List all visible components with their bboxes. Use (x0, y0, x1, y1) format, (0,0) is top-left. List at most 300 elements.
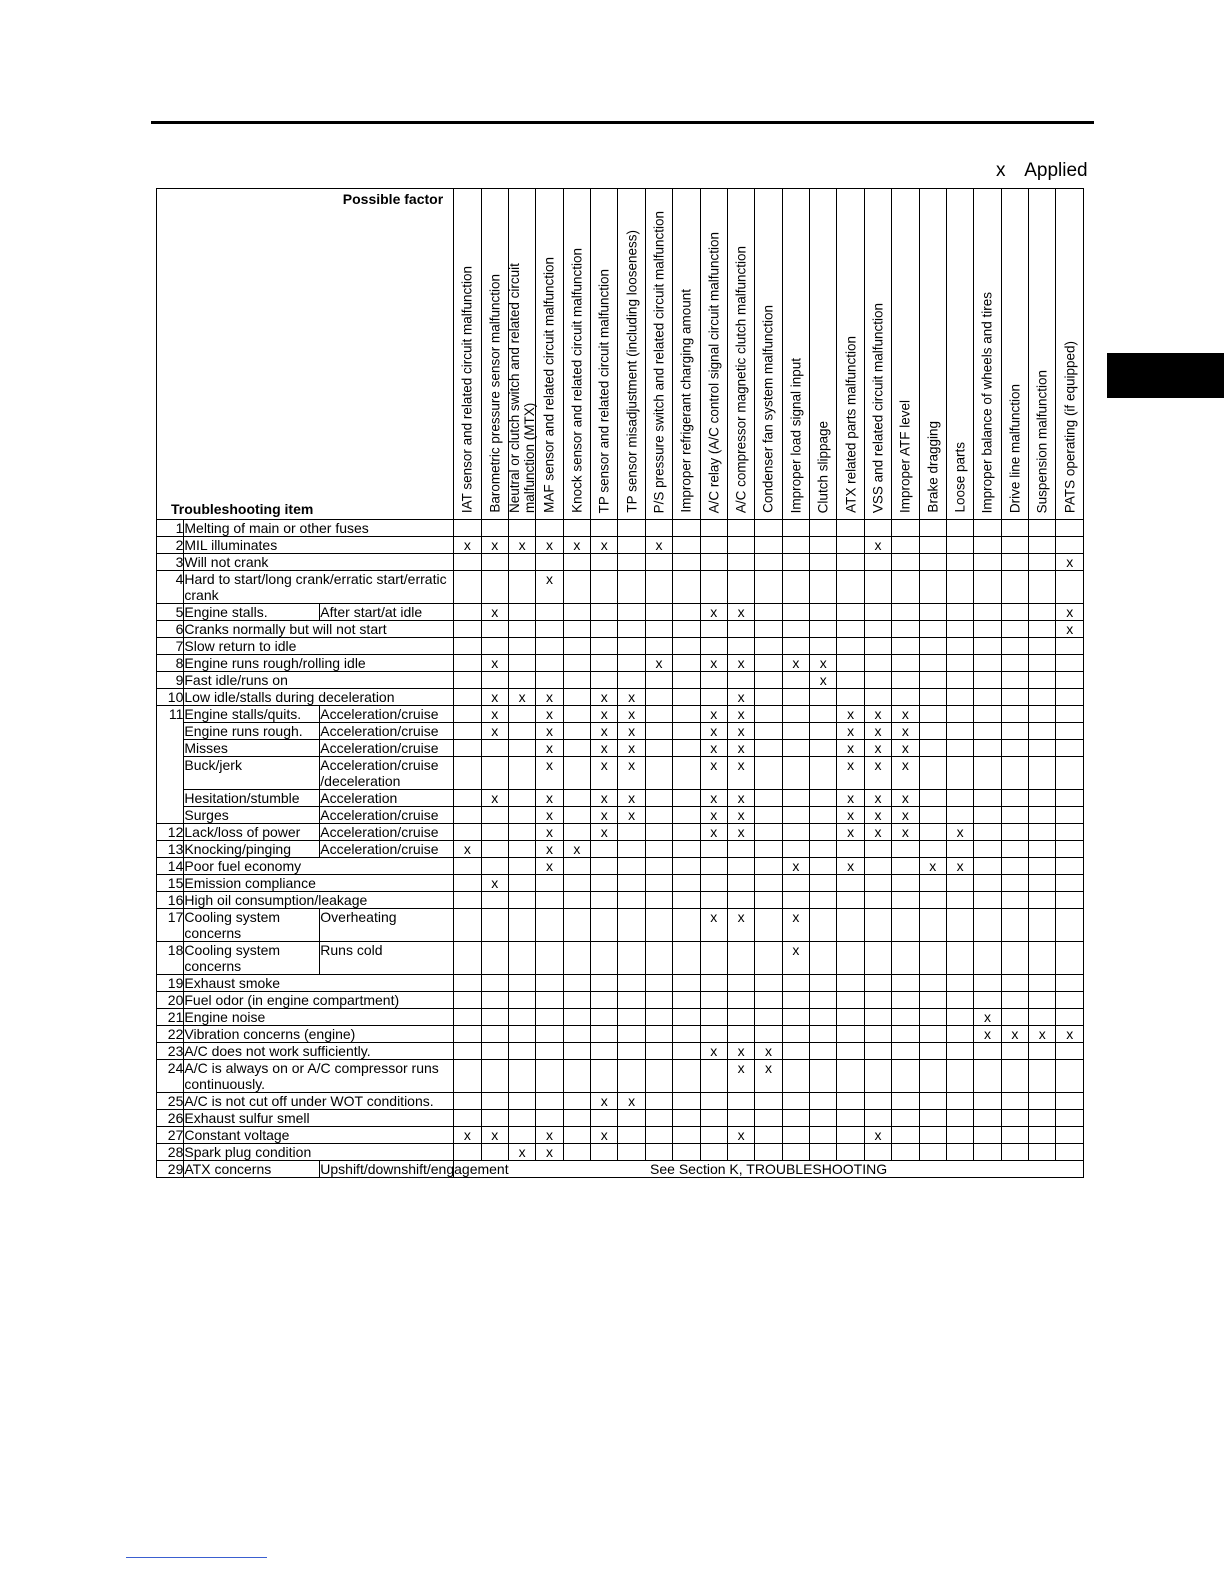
factor-cell (673, 807, 700, 824)
factor-cell (673, 1093, 700, 1110)
factor-cell (618, 975, 645, 992)
factor-cell (782, 1026, 809, 1043)
factor-cell (755, 858, 782, 875)
factor-cell (974, 909, 1001, 942)
factor-cell (454, 790, 481, 807)
applied-mark: x (536, 706, 563, 723)
factor-cell (700, 1110, 727, 1127)
factor-cell (673, 621, 700, 638)
factor-cell (618, 942, 645, 975)
factor-label: Drive line malfunction (1007, 383, 1023, 513)
factor-cell (974, 723, 1001, 740)
factor-cell (536, 554, 563, 571)
factor-cell (563, 790, 590, 807)
factor-cell (1001, 892, 1028, 909)
factor-cell (591, 672, 618, 689)
factor-cell (810, 992, 837, 1009)
factor-cell (1001, 1043, 1028, 1060)
factor-cell (782, 1127, 809, 1144)
factor-cell (618, 621, 645, 638)
factor-cell (837, 942, 864, 975)
factor-cell (974, 1043, 1001, 1060)
factor-cell (673, 723, 700, 740)
factor-cell (508, 1060, 535, 1093)
factor-cell (454, 638, 481, 655)
factor-label: Condenser fan system malfunction (760, 305, 776, 513)
factor-cell (563, 723, 590, 740)
row-condition: Acceleration/cruise (320, 740, 454, 757)
applied-mark: x (618, 790, 645, 807)
applied-mark: x (727, 807, 754, 824)
factor-cell (1029, 892, 1056, 909)
factor-cell (563, 1093, 590, 1110)
factor-cell (673, 992, 700, 1009)
factor-cell (508, 740, 535, 757)
applied-mark: x (782, 858, 809, 875)
see-section-note: See Section K, TROUBLESHOOTING (454, 1161, 1084, 1178)
factor-cell (1001, 554, 1028, 571)
applied-mark: x (700, 1043, 727, 1060)
factor-cell (864, 875, 891, 892)
factor-cell (673, 824, 700, 841)
factor-cell (508, 672, 535, 689)
factor-header (864, 189, 891, 520)
applied-mark: x (618, 1093, 645, 1110)
table-row (157, 942, 1084, 975)
factor-cell (727, 875, 754, 892)
factor-cell (481, 1043, 508, 1060)
factor-cell (536, 520, 563, 537)
factor-cell (508, 554, 535, 571)
factor-cell (974, 942, 1001, 975)
factor-cell (454, 672, 481, 689)
factor-cell (1056, 942, 1084, 975)
factor-cell (837, 1026, 864, 1043)
row-number: 3 (157, 554, 184, 571)
factor-cell (919, 757, 946, 790)
factor-cell (700, 537, 727, 554)
applied-mark: x (864, 740, 891, 757)
applied-mark: x (536, 790, 563, 807)
factor-cell (946, 1110, 973, 1127)
factor-cell (755, 537, 782, 554)
factor-cell (810, 537, 837, 554)
row-number: 22 (157, 1026, 184, 1043)
factor-cell (645, 520, 672, 537)
factor-cell (727, 1009, 754, 1026)
factor-cell (974, 571, 1001, 604)
factor-cell (919, 875, 946, 892)
factor-cell (536, 1110, 563, 1127)
factor-cell (508, 520, 535, 537)
factor-cell (919, 909, 946, 942)
factor-cell (919, 992, 946, 1009)
factor-cell (810, 909, 837, 942)
factor-cell (727, 975, 754, 992)
factor-cell (1029, 824, 1056, 841)
row-number: 12 (157, 824, 184, 841)
factor-cell (1001, 537, 1028, 554)
applied-mark: x (782, 909, 809, 942)
factor-cell (919, 621, 946, 638)
section-tab (1107, 353, 1224, 398)
factor-cell (946, 757, 973, 790)
factor-cell (974, 1060, 1001, 1093)
factor-cell (508, 706, 535, 723)
factor-cell (618, 1026, 645, 1043)
applied-mark: x (892, 740, 919, 757)
factor-label: Knock sensor and related circuit malfunction (569, 248, 585, 513)
table-row (157, 1110, 1084, 1127)
row-number: 10 (157, 689, 184, 706)
factor-cell (563, 604, 590, 621)
factor-cell (700, 621, 727, 638)
applied-mark: x (782, 655, 809, 672)
factor-cell (618, 554, 645, 571)
factor-cell (727, 672, 754, 689)
factor-cell (700, 1026, 727, 1043)
troubleshooting-table (156, 188, 1084, 1178)
factor-cell (645, 1009, 672, 1026)
factor-cell (864, 1060, 891, 1093)
factor-cell (536, 1043, 563, 1060)
row-item: Cooling system concerns (184, 942, 320, 975)
factor-cell (591, 841, 618, 858)
row-item: Engine runs rough. (184, 723, 320, 740)
factor-label: Improper balance of wheels and tires (979, 291, 995, 513)
table-row (157, 875, 1084, 892)
factor-cell (1029, 554, 1056, 571)
factor-cell (673, 841, 700, 858)
factor-cell (1056, 1009, 1084, 1026)
factor-cell (591, 571, 618, 604)
factor-cell (946, 655, 973, 672)
factor-cell (481, 807, 508, 824)
applied-mark: x (837, 790, 864, 807)
factor-cell (1029, 520, 1056, 537)
factor-cell (919, 1127, 946, 1144)
factor-cell (837, 672, 864, 689)
factor-cell (700, 975, 727, 992)
applied-mark: x (727, 723, 754, 740)
factor-cell (700, 875, 727, 892)
table-row (157, 706, 1084, 723)
applied-mark: x (536, 740, 563, 757)
factor-cell (974, 1144, 1001, 1161)
table-row (157, 672, 1084, 689)
factor-cell (508, 604, 535, 621)
applied-mark: x (536, 824, 563, 841)
factor-cell (782, 520, 809, 537)
factor-cell (563, 1043, 590, 1060)
troubleshooting-item-label: Troubleshooting item (171, 501, 314, 517)
factor-header (919, 189, 946, 520)
factor-header (1001, 189, 1028, 520)
row-condition: Acceleration/cruise (320, 807, 454, 824)
applied-mark: x (727, 1060, 754, 1093)
factor-cell (727, 638, 754, 655)
factor-cell (1001, 1009, 1028, 1026)
factor-cell (645, 909, 672, 942)
row-item: Exhaust smoke (184, 975, 454, 992)
applied-mark: x (892, 824, 919, 841)
factor-label: Improper ATF level (897, 399, 913, 513)
row-item: Misses (184, 740, 320, 757)
factor-cell (645, 757, 672, 790)
factor-cell (782, 672, 809, 689)
applied-mark: x (919, 858, 946, 875)
factor-cell (591, 604, 618, 621)
factor-cell (645, 554, 672, 571)
factor-cell (481, 892, 508, 909)
applied-mark: x (837, 723, 864, 740)
factor-cell (618, 875, 645, 892)
table-row (157, 807, 1084, 824)
factor-cell (1001, 1110, 1028, 1127)
applied-mark: x (700, 723, 727, 740)
applied-mark: x (618, 689, 645, 706)
applied-mark: x (536, 1127, 563, 1144)
factor-label: Loose parts (952, 442, 968, 513)
row-item: Melting of main or other fuses (184, 520, 454, 537)
factor-cell (974, 689, 1001, 706)
factor-label: MAF sensor and related circuit malfunction (541, 257, 557, 513)
factor-cell (591, 892, 618, 909)
factor-cell (1001, 621, 1028, 638)
factor-cell (782, 975, 809, 992)
factor-cell (946, 1127, 973, 1144)
row-item: Vibration concerns (engine) (184, 1026, 454, 1043)
factor-cell (892, 942, 919, 975)
factor-cell (1001, 942, 1028, 975)
applied-mark: x (727, 790, 754, 807)
factor-cell (810, 723, 837, 740)
factor-cell (782, 638, 809, 655)
factor-cell (864, 689, 891, 706)
factor-cell (481, 1144, 508, 1161)
applied-mark: x (645, 655, 672, 672)
row-condition: Acceleration/cruise (320, 706, 454, 723)
factor-cell (673, 706, 700, 723)
factor-cell (454, 1026, 481, 1043)
factor-cell (782, 757, 809, 790)
factor-cell (810, 975, 837, 992)
factor-cell (563, 571, 590, 604)
factor-cell (673, 571, 700, 604)
factor-cell (536, 1026, 563, 1043)
factor-cell (946, 520, 973, 537)
factor-cell (536, 892, 563, 909)
factor-cell (892, 1093, 919, 1110)
factor-cell (563, 1110, 590, 1127)
factor-cell (673, 1144, 700, 1161)
factor-cell (481, 1009, 508, 1026)
factor-cell (481, 757, 508, 790)
applied-mark: x (481, 875, 508, 892)
factor-cell (974, 520, 1001, 537)
row-item: Exhaust sulfur smell (184, 1110, 454, 1127)
table-row (157, 892, 1084, 909)
row-item: Slow return to idle (184, 638, 454, 655)
row-number: 21 (157, 1009, 184, 1026)
factor-cell (508, 638, 535, 655)
factor-cell (536, 909, 563, 942)
factor-cell (618, 604, 645, 621)
factor-cell (618, 1060, 645, 1093)
factor-cell (618, 520, 645, 537)
factor-cell (946, 1144, 973, 1161)
factor-cell (946, 1060, 973, 1093)
factor-header (618, 189, 645, 520)
factor-cell (454, 1060, 481, 1093)
row-item: Engine stalls. (184, 604, 320, 621)
factor-cell (946, 672, 973, 689)
factor-cell (755, 1009, 782, 1026)
factor-cell (673, 790, 700, 807)
factor-cell (508, 841, 535, 858)
factor-cell (563, 942, 590, 975)
factor-label: VSS and related circuit malfunction (870, 302, 886, 513)
factor-cell (508, 790, 535, 807)
factor-cell (1001, 858, 1028, 875)
factor-header (755, 189, 782, 520)
factor-cell (1056, 638, 1084, 655)
table-row (157, 655, 1084, 672)
table-row (157, 604, 1084, 621)
factor-cell (618, 571, 645, 604)
factor-cell (755, 638, 782, 655)
row-item: MIL illuminates (184, 537, 454, 554)
row-item: Lack/loss of power (184, 824, 320, 841)
applied-mark: x (837, 824, 864, 841)
row-item: Spark plug condition (184, 1144, 454, 1161)
applied-mark: x (536, 757, 563, 790)
factor-cell (837, 1043, 864, 1060)
applied-mark: x (481, 655, 508, 672)
factor-cell (919, 520, 946, 537)
applied-mark: x (591, 1127, 618, 1144)
factor-cell (837, 1060, 864, 1093)
factor-cell (755, 689, 782, 706)
factor-cell (1029, 604, 1056, 621)
factor-cell (919, 1144, 946, 1161)
factor-cell (810, 1093, 837, 1110)
factor-cell (1001, 520, 1028, 537)
factor-cell (481, 942, 508, 975)
factor-cell (892, 909, 919, 942)
factor-cell (508, 655, 535, 672)
factor-cell (618, 824, 645, 841)
factor-cell (536, 655, 563, 672)
factor-cell (810, 1043, 837, 1060)
factor-cell (700, 858, 727, 875)
factor-cell (1001, 706, 1028, 723)
factor-cell (673, 1060, 700, 1093)
factor-cell (454, 1144, 481, 1161)
factor-label: Clutch slippage (815, 420, 831, 513)
factor-cell (755, 621, 782, 638)
factor-cell (1056, 992, 1084, 1009)
factor-cell (618, 1009, 645, 1026)
factor-cell (508, 992, 535, 1009)
factor-cell (645, 824, 672, 841)
factor-cell (864, 638, 891, 655)
factor-cell (454, 875, 481, 892)
factor-cell (727, 1093, 754, 1110)
applied-mark: x (591, 1093, 618, 1110)
factor-cell (782, 992, 809, 1009)
factor-cell (563, 689, 590, 706)
footer-link-underline (126, 1557, 267, 1558)
factor-header (837, 189, 864, 520)
factor-cell (810, 841, 837, 858)
row-item: Surges (184, 807, 320, 824)
factor-cell (782, 689, 809, 706)
factor-label: Improper refrigerant charging amount (678, 289, 694, 513)
factor-cell (563, 757, 590, 790)
factor-cell (892, 975, 919, 992)
factor-cell (946, 1093, 973, 1110)
factor-cell (591, 1043, 618, 1060)
factor-cell (974, 554, 1001, 571)
factor-header (454, 189, 481, 520)
factor-cell (508, 975, 535, 992)
row-number: 20 (157, 992, 184, 1009)
factor-cell (782, 1060, 809, 1093)
table-row (157, 992, 1084, 1009)
factor-cell (645, 942, 672, 975)
applied-mark: x (536, 1144, 563, 1161)
factor-cell (946, 621, 973, 638)
row-condition: Acceleration/cruise (320, 723, 454, 740)
factor-cell (946, 909, 973, 942)
factor-cell (946, 604, 973, 621)
factor-cell (727, 554, 754, 571)
row-number: 15 (157, 875, 184, 892)
factor-cell (1029, 621, 1056, 638)
factor-cell (673, 740, 700, 757)
applied-mark: x (892, 723, 919, 740)
factor-cell (974, 604, 1001, 621)
factor-header (563, 189, 590, 520)
table-row (157, 520, 1084, 537)
factor-cell (700, 841, 727, 858)
factor-cell (1056, 909, 1084, 942)
applied-mark: x (837, 807, 864, 824)
factor-cell (892, 1026, 919, 1043)
table-row (157, 554, 1084, 571)
header-rule (151, 121, 1094, 124)
row-item: Hard to start/long crank/erratic start/erratic crank (184, 571, 454, 604)
applied-mark: x (563, 537, 590, 554)
factor-cell (727, 1026, 754, 1043)
table-row (157, 1043, 1084, 1060)
factor-cell (946, 1043, 973, 1060)
factor-cell (727, 1110, 754, 1127)
factor-cell (591, 1009, 618, 1026)
applied-mark: x (727, 740, 754, 757)
factor-cell (536, 975, 563, 992)
factor-cell (508, 571, 535, 604)
factor-cell (974, 706, 1001, 723)
factor-cell (1001, 975, 1028, 992)
factor-cell (508, 757, 535, 790)
factor-cell (1001, 604, 1028, 621)
factor-cell (481, 858, 508, 875)
applied-mark: x (481, 1127, 508, 1144)
factor-cell (673, 1110, 700, 1127)
row-item: Engine noise (184, 1009, 454, 1026)
